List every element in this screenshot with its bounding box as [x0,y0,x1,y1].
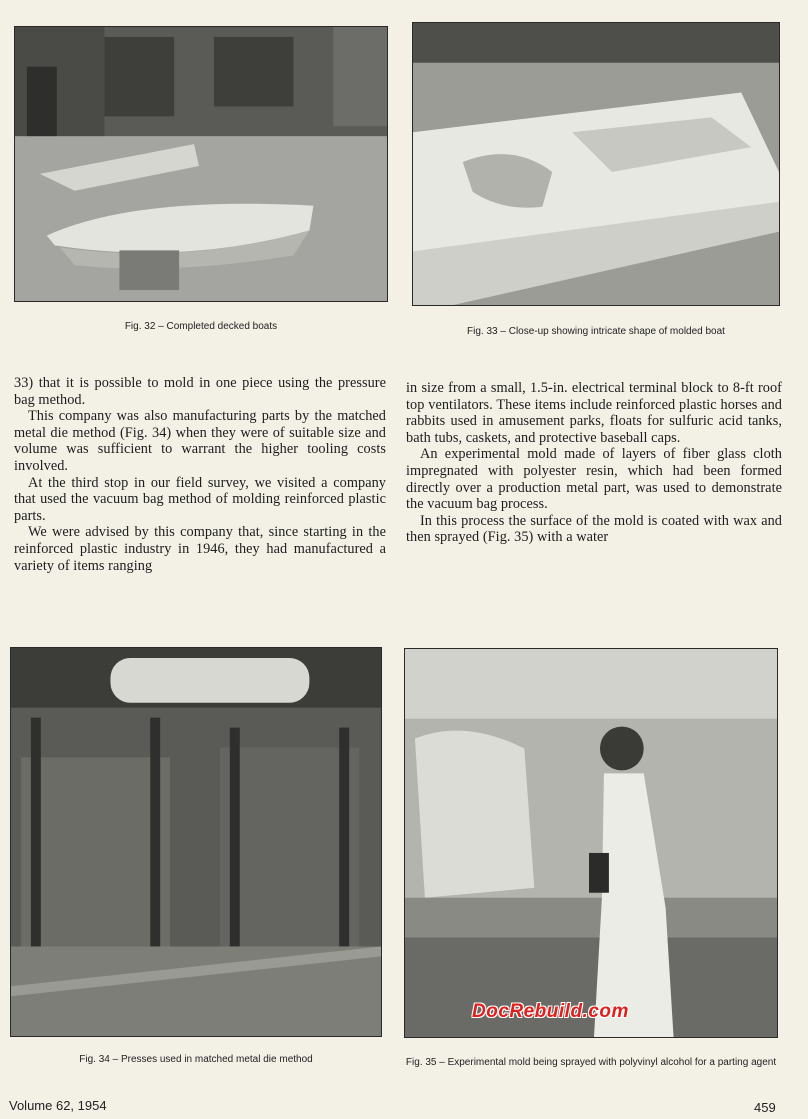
figure-33-photo [412,22,780,306]
figure-35-photo [404,648,778,1038]
figure-32-photo [14,26,388,302]
figure-34-photo [10,647,382,1037]
paragraph: At the third stop in our field survey, we visited a company that used the vacuum bag method of molding reinforced plastic parts. [14,474,386,524]
page-number: 459 [754,1100,776,1115]
left-text-column [14,375,386,574]
paragraph: in size from a small, 1.5-in. electrical terminal block to 8-ft roof top ventilators. These items include reinforced plastic horses and rabbits used in amusement parks, floats for sulfuric acid tanks, bath tubs, caskets, and protective baseball caps. [406,380,782,446]
figure-33-caption: Fig. 33 – Close-up showing intricate shape of molded boat [467,326,725,337]
paragraph: In this process the surface of the mold is coated with wax and then sprayed (Fig. 35) with a water [406,512,782,546]
paragraph: We were advised by this company that, since starting in the reinforced plastic industry in 1946, they had manufactured a variety of items ranging [14,524,386,574]
figure-32-caption: Fig. 32 – Completed decked boats [124,321,278,332]
watermark-text: DocRebuild.com [472,1001,629,1022]
footer-volume: Volume 62, 1954 [9,1098,107,1113]
figure-34-caption: Fig. 34 – Presses used in matched metal die method [79,1054,313,1065]
paragraph: An experimental mold made of layers of fiber glass cloth impregnated with polyester resin, which had been formed directly over a production metal part, was used to demonstrate the vacuum bag process. [406,446,782,513]
right-text-column [406,380,782,546]
figure-35-caption: Fig. 35 – Experimental mold being sprayed with polyvinyl alcohol for a parting agent [405,1057,777,1068]
paragraph: This company was also manufacturing parts by the matched metal die method (Fig. 34) when they were of suitable size and volume was sufficient to warrant the higher tooling costs involved. [14,408,386,474]
paragraph: 33) that it is possible to mold in one piece using the pressure bag method. [14,375,386,408]
